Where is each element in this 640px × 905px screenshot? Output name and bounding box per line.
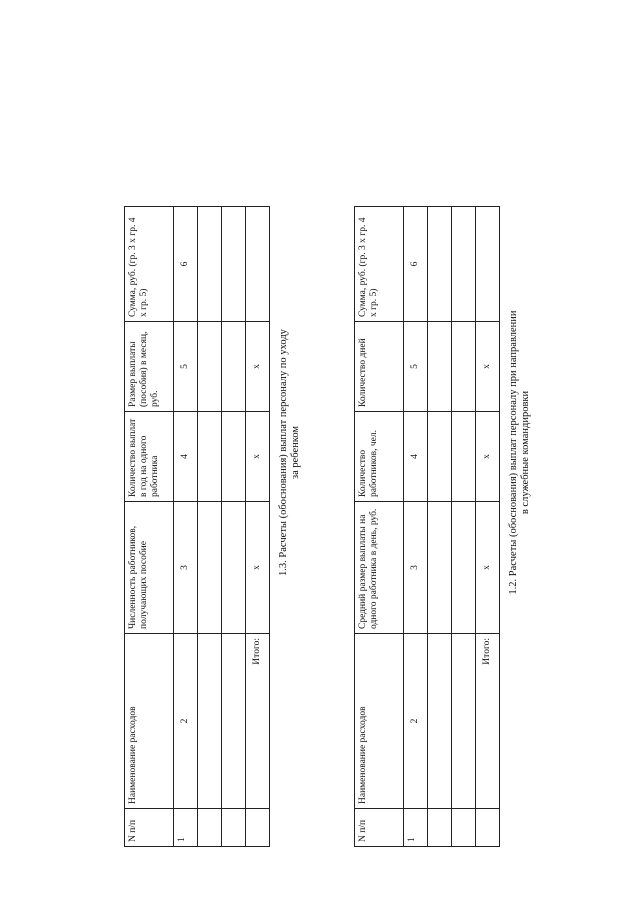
table-cell bbox=[428, 412, 452, 502]
table-cell bbox=[452, 322, 476, 412]
column-number: 5 bbox=[404, 322, 428, 412]
table-cell bbox=[198, 207, 222, 322]
table-cell bbox=[222, 207, 246, 322]
total-mark: x bbox=[246, 502, 270, 634]
table-cell bbox=[222, 322, 246, 412]
header-cell: Количество работников, чел. bbox=[355, 412, 404, 502]
table-cell bbox=[428, 502, 452, 634]
header-cell: Сумма, руб. (гр. 3 x гр. 4 x гр. 5) bbox=[355, 207, 404, 322]
column-number: 4 bbox=[174, 412, 198, 502]
total-label: Итого: bbox=[246, 634, 270, 809]
table-cell bbox=[452, 502, 476, 634]
total-mark: x bbox=[246, 322, 270, 412]
column-number: 5 bbox=[174, 322, 198, 412]
section-1-3-title-line2: за ребенком bbox=[290, 425, 301, 480]
table-cell bbox=[476, 207, 500, 322]
section-1-2-title-line1: 1.2. Расчеты (обоснования) выплат персоналу при направлении bbox=[508, 310, 519, 595]
table-cell bbox=[246, 207, 270, 322]
table-cell bbox=[198, 634, 222, 809]
header-cell: Сумма, руб. (гр. 3 x гр. 4 x гр. 5) bbox=[125, 207, 174, 322]
header-cell: Наименование расходов bbox=[125, 634, 174, 809]
column-number: 2 bbox=[404, 634, 428, 809]
total-mark: x bbox=[246, 412, 270, 502]
table-row bbox=[198, 207, 222, 847]
header-cell: Размер выплаты (пособия) в месяц, руб. bbox=[125, 322, 174, 412]
table-row bbox=[222, 207, 246, 847]
column-number: 3 bbox=[174, 502, 198, 634]
table-cell bbox=[222, 809, 246, 847]
header-cell: Наименование расходов bbox=[355, 634, 404, 809]
section-1-2-title-line2: в служебные командировки bbox=[520, 390, 531, 515]
header-cell: Средний размер выплаты на одного работника в день, руб. bbox=[355, 502, 404, 634]
table-cell bbox=[246, 809, 270, 847]
section-1-3-title bbox=[278, 0, 302, 905]
column-number: 6 bbox=[404, 207, 428, 322]
total-row bbox=[476, 207, 500, 847]
column-number: 4 bbox=[404, 412, 428, 502]
table-cell bbox=[222, 502, 246, 634]
total-mark: x bbox=[476, 502, 500, 634]
table-row bbox=[452, 207, 476, 847]
section-1-2-title bbox=[508, 0, 532, 905]
section-1-3-table bbox=[124, 206, 270, 847]
section-1-2-table bbox=[354, 206, 500, 847]
table-header-row bbox=[355, 207, 404, 847]
total-mark: x bbox=[476, 322, 500, 412]
table-cell bbox=[428, 322, 452, 412]
header-cell: Количество дней bbox=[355, 322, 404, 412]
table-cell bbox=[222, 634, 246, 809]
total-mark: x bbox=[476, 412, 500, 502]
table-cell bbox=[222, 412, 246, 502]
column-number: 3 bbox=[404, 502, 428, 634]
table-cell bbox=[428, 207, 452, 322]
header-cell: N п/п bbox=[125, 809, 174, 847]
section-1-3-title-line1: 1.3. Расчеты (обоснования) выплат персоналу по уходу bbox=[278, 329, 289, 576]
table-cell bbox=[198, 809, 222, 847]
column-number: 6 bbox=[174, 207, 198, 322]
column-number: 1 bbox=[404, 809, 428, 847]
column-number: 1 bbox=[174, 809, 198, 847]
table-cell bbox=[198, 412, 222, 502]
column-number-row bbox=[404, 207, 428, 847]
table-cell bbox=[452, 634, 476, 809]
table-header-row bbox=[125, 207, 174, 847]
table-cell bbox=[428, 809, 452, 847]
header-cell: N п/п bbox=[355, 809, 404, 847]
table-cell bbox=[452, 412, 476, 502]
total-row bbox=[246, 207, 270, 847]
header-cell: Количество выплат в год на одного работника bbox=[125, 412, 174, 502]
column-number-row bbox=[174, 207, 198, 847]
table-cell bbox=[476, 809, 500, 847]
table-cell bbox=[198, 322, 222, 412]
total-label: Итого: bbox=[476, 634, 500, 809]
table-cell bbox=[428, 634, 452, 809]
table-cell bbox=[198, 502, 222, 634]
table-cell bbox=[452, 207, 476, 322]
header-cell: Численность работников, получающих пособие bbox=[125, 502, 174, 634]
column-number: 2 bbox=[174, 634, 198, 809]
table-row bbox=[428, 207, 452, 847]
table-cell bbox=[452, 809, 476, 847]
